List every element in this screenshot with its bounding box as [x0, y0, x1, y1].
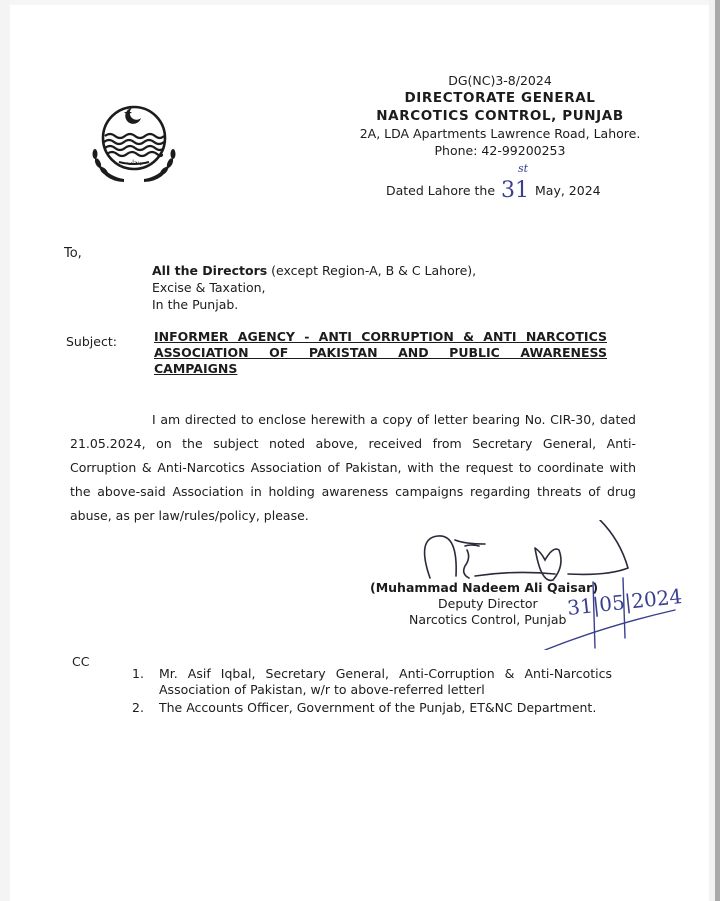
organization-name-line2: NARCOTICS CONTROL, PUNJAB [376, 108, 624, 124]
body-text: I am directed to enclose herewith a copy of letter bearing No. CIR-30, dated 21.05.2024, on the subject noted above, received from Secretary General, Anti-Corruption & Anti-Narcotics Association of Pakistan, with the request to coordinate with the above-said Association in holding awareness campaigns regarding threats of drug abuse, as per law/rules/policy, please. [70, 412, 636, 523]
cc-item [132, 700, 612, 716]
signatory-name: (Muhammad Nadeem Ali Qaisar) [370, 580, 599, 595]
phone-number: Phone: 42-99200253 [434, 143, 566, 158]
cc-label: CC [72, 654, 90, 669]
reference-number: DG(NC)3-8/2024 [448, 73, 552, 88]
page-top-edge [10, 0, 709, 5]
body-paragraph [70, 408, 636, 528]
recipient-line3: In the Punjab. [152, 297, 239, 312]
cc-item-number: 2. [132, 700, 144, 715]
subject-label: Subject: [66, 334, 117, 349]
handwritten-day-suffix: st [518, 162, 529, 175]
recipient-line2: Excise & Taxation, [152, 280, 266, 295]
letterhead [340, 72, 660, 159]
recipient-bold: All the Directors [152, 263, 268, 278]
recipient-line1-rest: (except Region-A, B & C Lahore), [267, 263, 477, 278]
dated-suffix: May, 2024 [535, 183, 601, 198]
address: 2A, LDA Apartments Lawrence Road, Lahore. [359, 126, 641, 141]
recipient-line1 [152, 262, 476, 279]
date-line [386, 162, 601, 203]
signatory-designation: Deputy Director [438, 596, 538, 611]
cc-item [132, 666, 612, 698]
cc-item-number: 1. [132, 666, 144, 681]
organization-name-line1: DIRECTORATE GENERAL [404, 90, 596, 106]
handwritten-day: 31 [501, 178, 530, 203]
signatory-office: Narcotics Control, Punjab [409, 612, 567, 627]
government-of-punjab-emblem-icon [84, 96, 184, 196]
page-right-edge [715, 0, 720, 901]
cc-list [132, 666, 612, 718]
cc-item-text: The Accounts Officer, Government of the Punjab, ET&NC Department. [159, 700, 597, 715]
page-left-edge [0, 0, 10, 901]
subject-text: INFORMER AGENCY - ANTI CORRUPTION & ANTI NARCOTICS ASSOCIATION OF PAKISTAN AND PUBLIC AWARENESS CAMPAIGNS [154, 329, 607, 376]
handwritten-date: 31|05|2024 [566, 584, 684, 620]
dated-prefix: Dated Lahore the [386, 183, 496, 198]
cc-item-text: Mr. Asif Iqbal, Secretary General, Anti-Corruption & Anti-Narcotics Association of Pakistan, w/r to above-referred letterl [159, 666, 612, 697]
svg-text:پنجاب: پنجاب [126, 159, 142, 166]
to-label: To, [64, 246, 82, 261]
recipient-address [152, 262, 476, 313]
